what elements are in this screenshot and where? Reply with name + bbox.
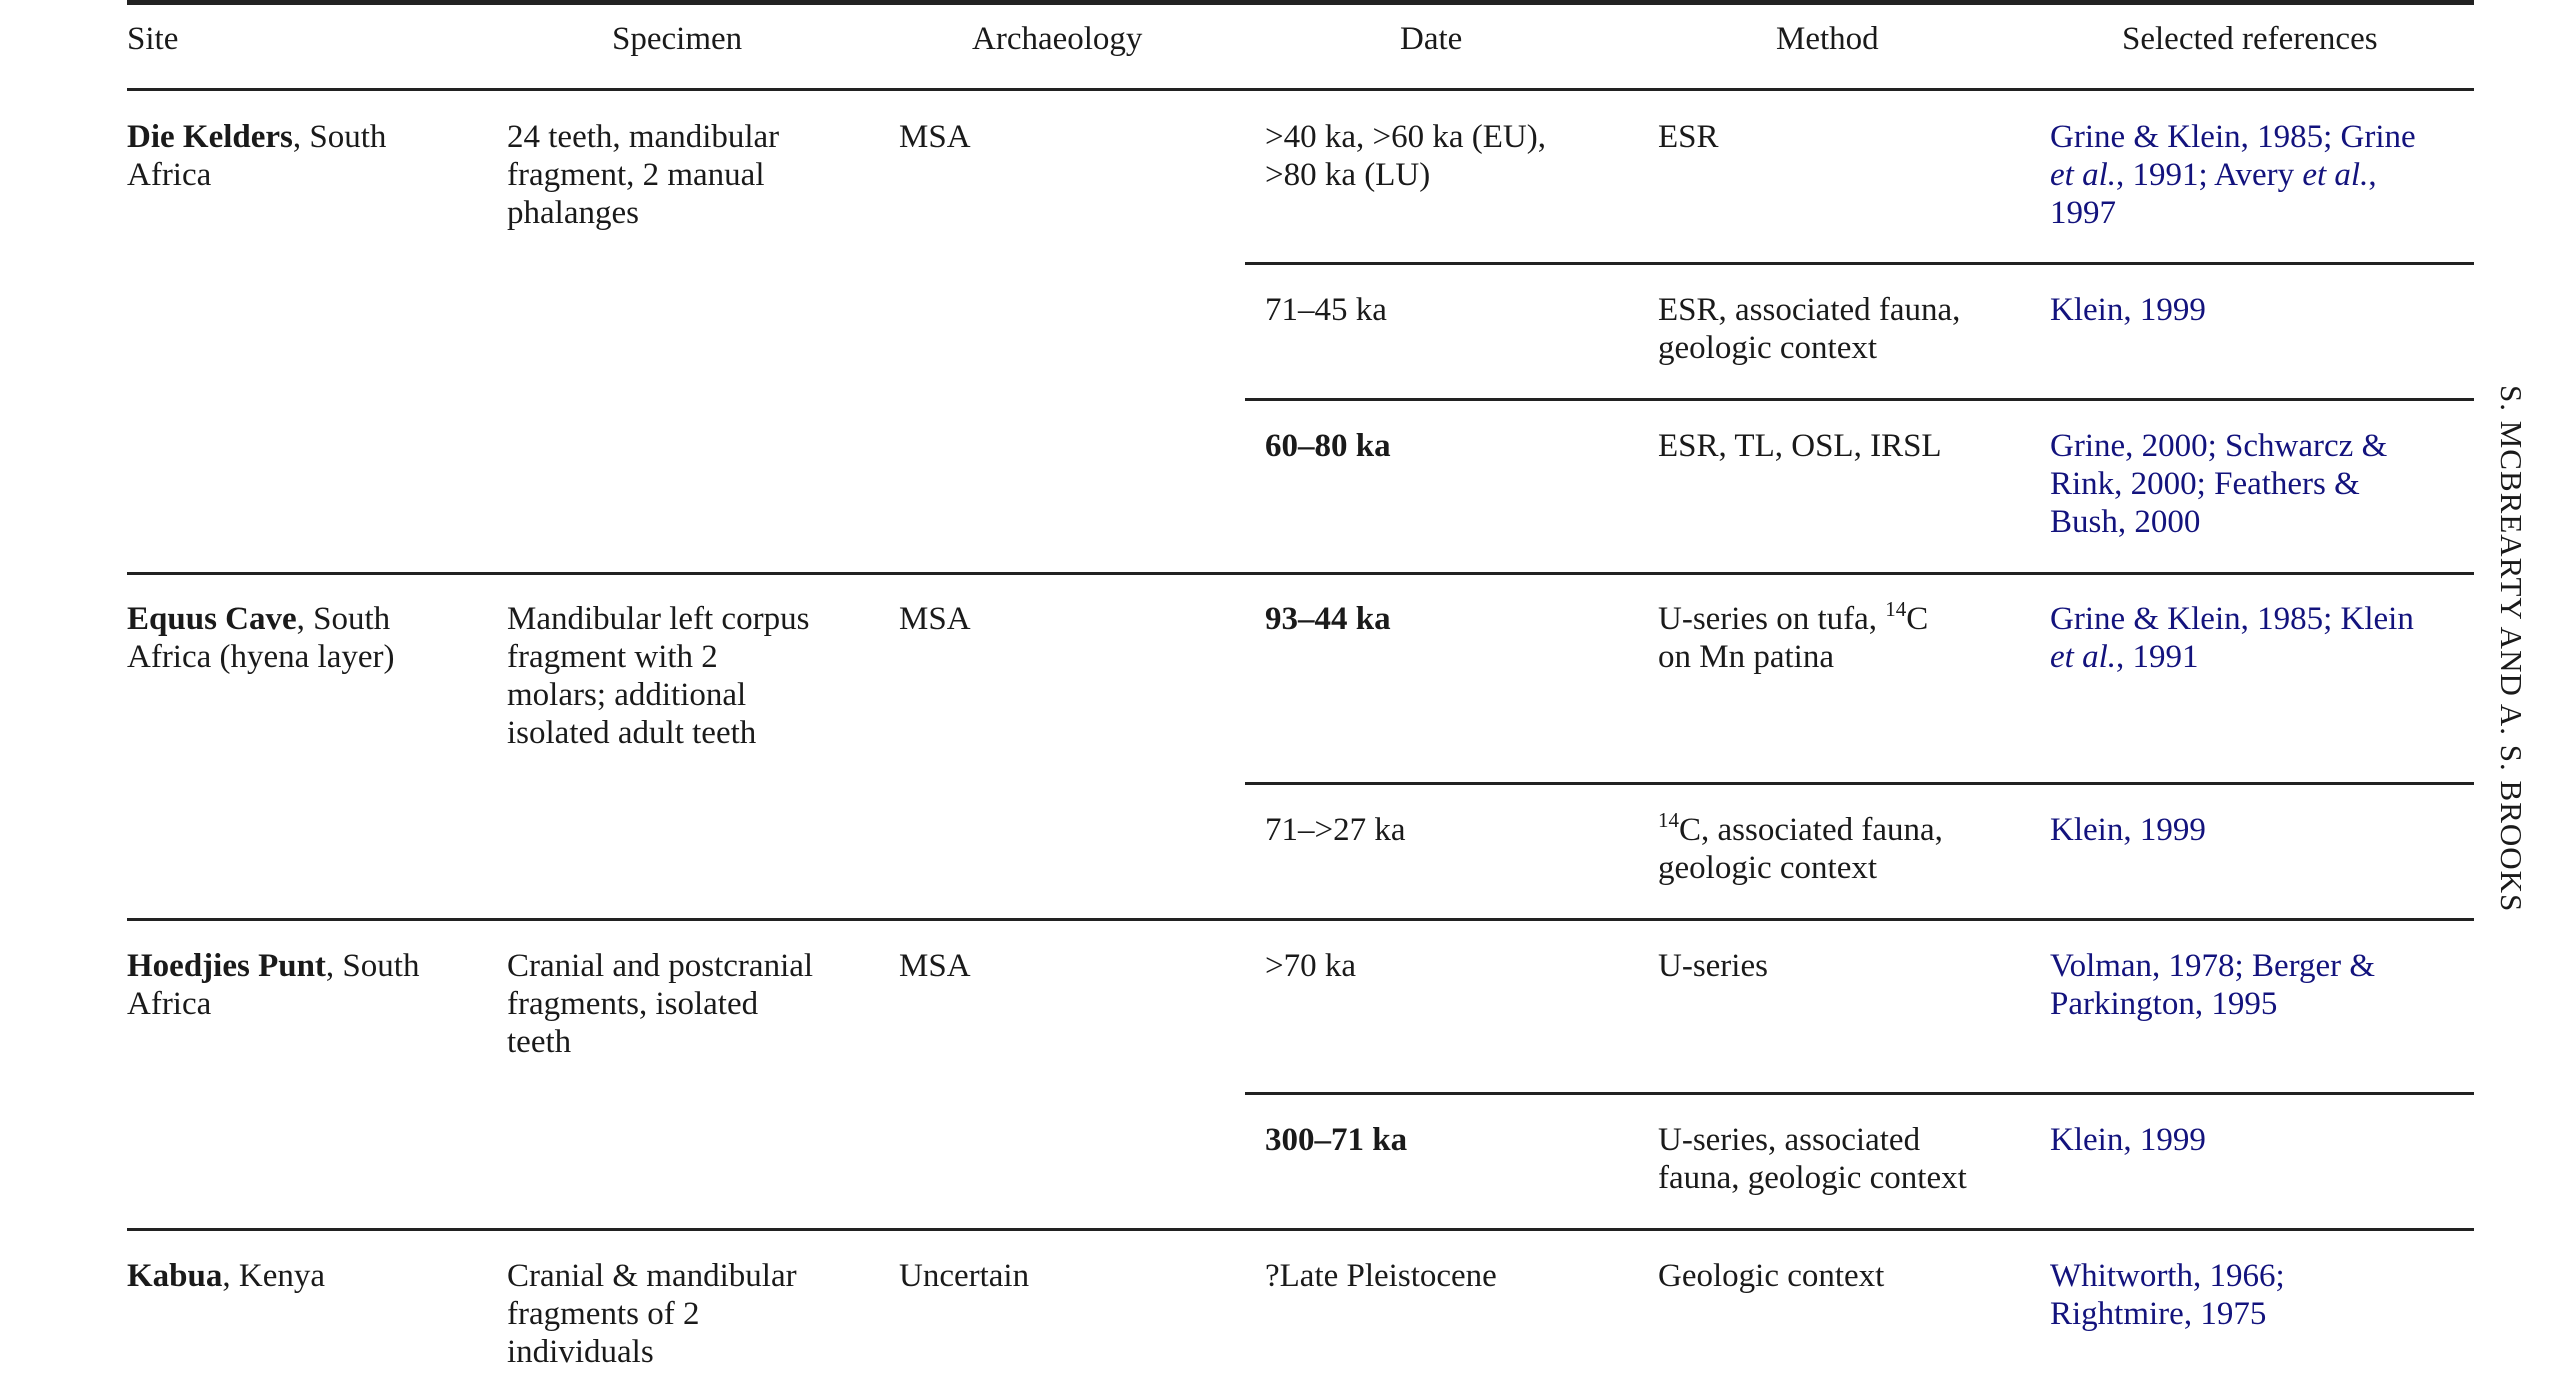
site-location: Africa	[127, 986, 212, 1022]
header-specimen: Specimen	[612, 21, 743, 57]
et-al: et al.	[2302, 157, 2369, 193]
archaeology-cell: MSA	[899, 601, 971, 637]
site-location: Africa (hyena layer)	[127, 639, 395, 675]
header-date: Date	[1400, 21, 1463, 57]
archaeology-cell: Uncertain	[899, 1258, 1030, 1294]
date-cell: 60–80 ka	[1265, 428, 1391, 464]
ref-text: , 1991	[2115, 639, 2199, 675]
date-cell: ?Late Pleistocene	[1265, 1258, 1497, 1294]
row-rule	[127, 572, 2474, 575]
method-text: on Mn patina	[1658, 639, 1834, 675]
running-head: S. MCBREARTY AND A. S. BROOKS	[2494, 385, 2529, 913]
reference-link[interactable]: Rightmire, 1975	[2050, 1296, 2267, 1332]
method-cell: ESR, TL, OSL, IRSL	[1658, 428, 1942, 464]
specimen-text: individuals	[507, 1334, 654, 1370]
site-cell	[127, 118, 386, 194]
method-cell	[1658, 597, 1929, 676]
date-cell	[1265, 118, 1546, 194]
references-cell	[2050, 1257, 2285, 1333]
method-cell	[1658, 808, 1943, 887]
method-text: geologic context	[1658, 850, 1878, 886]
method-cell: Geologic context	[1658, 1258, 1885, 1294]
reference-link[interactable]: 1997	[2050, 195, 2116, 231]
site-name: Die Kelders	[127, 119, 293, 155]
reference-link[interactable]: Grine & Klein, 1985; Grine	[2050, 119, 2416, 155]
specimen-text: Cranial & mandibular	[507, 1258, 797, 1294]
date-cell: 71–>27 ka	[1265, 812, 1406, 848]
method-text: ESR, associated fauna,	[1658, 292, 1961, 328]
subrow-rule	[1245, 1092, 2474, 1095]
isotope-superscript: 14	[1658, 808, 1679, 832]
reference-link[interactable]: Klein, 1999	[2050, 1122, 2206, 1158]
specimen-text: teeth	[507, 1024, 572, 1060]
site-location: , South	[292, 119, 387, 155]
method-text: C, associated fauna,	[1679, 812, 1943, 848]
specimen-text: fragments of 2	[507, 1296, 700, 1332]
row-rule	[127, 918, 2474, 921]
site-name: Equus Cave	[127, 601, 297, 637]
reference-link[interactable]: Bush, 2000	[2050, 504, 2201, 540]
specimen-text: phalanges	[507, 195, 639, 231]
specimen-cell	[507, 947, 813, 1061]
table-top-rule	[127, 0, 2474, 5]
references-cell	[2050, 118, 2416, 232]
references-cell	[2050, 427, 2387, 541]
method-cell: ESR	[1658, 119, 1719, 155]
date-cell: 71–45 ka	[1265, 292, 1387, 328]
isotope-superscript: 14	[1885, 597, 1907, 621]
subrow-rule	[1245, 782, 2474, 785]
specimen-text: fragment with 2	[507, 639, 718, 675]
site-location: , Kenya	[222, 1258, 326, 1294]
site-cell	[127, 947, 419, 1023]
specimen-text: Cranial and postcranial	[507, 948, 814, 984]
site-location: , South	[296, 601, 391, 637]
site-cell	[127, 1257, 325, 1295]
reference-link[interactable]	[2050, 638, 2414, 676]
specimen-cell	[507, 600, 809, 752]
ref-text: ,	[2368, 157, 2377, 193]
reference-link[interactable]: Grine & Klein, 1985; Klein	[2050, 601, 2414, 637]
header-references: Selected references	[2122, 21, 2378, 57]
method-cell	[1658, 1121, 1967, 1197]
reference-link[interactable]: Klein, 1999	[2050, 812, 2206, 848]
method-cell	[1658, 291, 1960, 367]
reference-link[interactable]: Whitworth, 1966;	[2050, 1258, 2285, 1294]
ref-text: , 1991; Avery	[2115, 157, 2303, 193]
header-method: Method	[1776, 21, 1879, 57]
reference-link[interactable]: Grine, 2000; Schwarcz &	[2050, 428, 2388, 464]
specimen-cell	[507, 1257, 797, 1371]
method-text: U-series on tufa,	[1658, 601, 1886, 637]
date-cell: 300–71 ka	[1265, 1122, 1408, 1158]
specimen-text: molars; additional	[507, 677, 747, 713]
date-cell: 93–44 ka	[1265, 601, 1391, 637]
specimen-text: fragment, 2 manual	[507, 157, 765, 193]
site-name: Hoedjies Punt	[127, 948, 326, 984]
method-text: geologic context	[1658, 330, 1878, 366]
reference-link[interactable]: Parkington, 1995	[2050, 986, 2278, 1022]
date-text: >40 ka, >60 ka (EU),	[1265, 119, 1546, 155]
date-text: >80 ka (LU)	[1265, 157, 1431, 193]
reference-link[interactable]: Rink, 2000; Feathers &	[2050, 466, 2360, 502]
reference-link[interactable]: Volman, 1978; Berger &	[2050, 948, 2376, 984]
archaeology-cell: MSA	[899, 119, 971, 155]
method-text: fauna, geologic context	[1658, 1160, 1967, 1196]
site-location: Africa	[127, 157, 212, 193]
method-text: U-series, associated	[1658, 1122, 1921, 1158]
date-cell: >70 ka	[1265, 948, 1357, 984]
references-cell	[2050, 947, 2375, 1023]
reference-link[interactable]	[2050, 156, 2416, 194]
specimen-text: fragments, isolated	[507, 986, 759, 1022]
method-cell: U-series	[1658, 948, 1768, 984]
archaeology-cell: MSA	[899, 948, 971, 984]
specimen-text: isolated adult teeth	[507, 715, 757, 751]
header-site: Site	[127, 21, 179, 57]
header-bottom-rule	[127, 88, 2474, 91]
row-rule	[127, 1228, 2474, 1231]
et-al: et al.	[2050, 157, 2116, 193]
subrow-rule	[1245, 398, 2474, 401]
references-cell	[2050, 600, 2414, 676]
specimen-text: 24 teeth, mandibular	[507, 119, 780, 155]
reference-link[interactable]: Klein, 1999	[2050, 292, 2206, 328]
site-location: , South	[325, 948, 420, 984]
site-name: Kabua	[127, 1258, 223, 1294]
header-archaeology: Archaeology	[972, 21, 1143, 57]
et-al: et al.	[2050, 639, 2116, 675]
site-cell	[127, 600, 395, 676]
specimen-cell	[507, 118, 779, 232]
method-text: C	[1906, 601, 1929, 637]
subrow-rule	[1245, 262, 2474, 265]
specimen-text: Mandibular left corpus	[507, 601, 810, 637]
